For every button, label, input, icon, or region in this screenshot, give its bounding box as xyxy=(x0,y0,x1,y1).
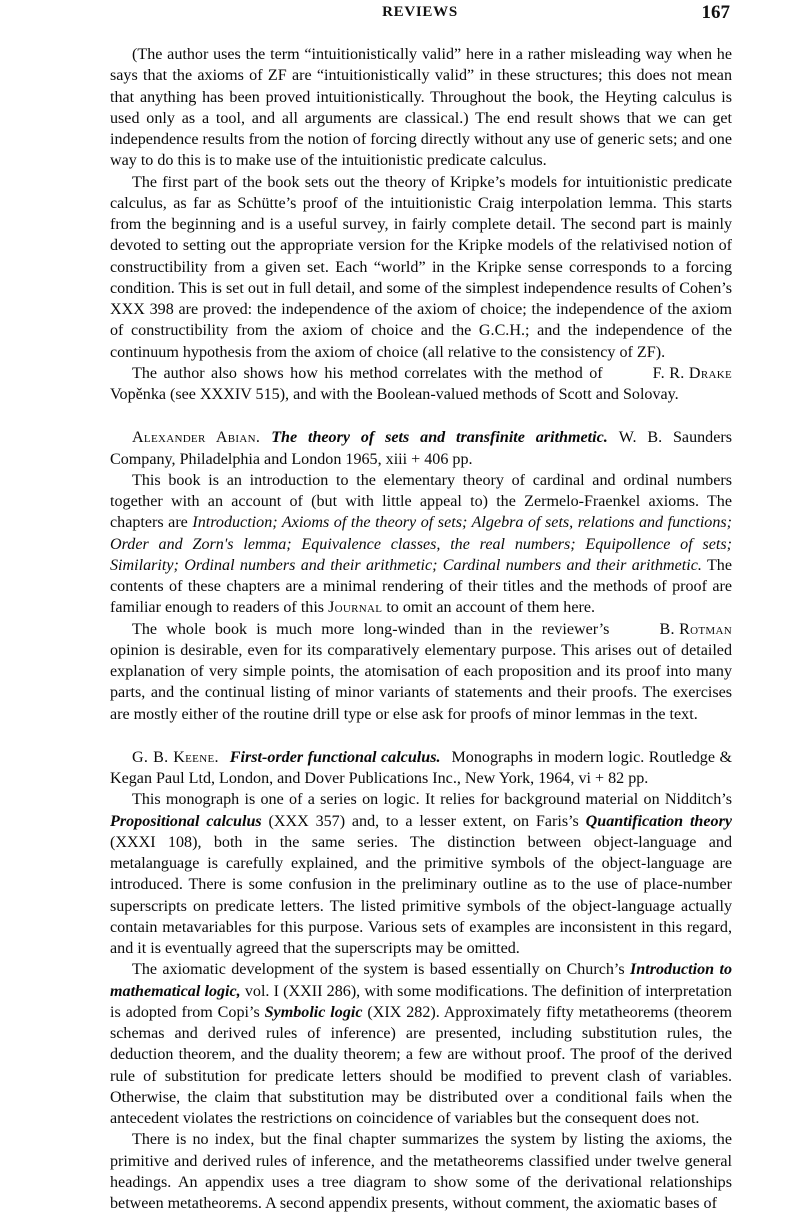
review-author: G. B. Keene. xyxy=(132,748,219,766)
review-imprint: W. B. Saunders Company, Philadelphia and London 1965, xiii + 406 pp. xyxy=(110,429,732,468)
page-number: 167 xyxy=(701,2,730,23)
paragraph-text: The contents of these chapters are a minimal rendering of their titles and the methods of proof are familiar enough to readers of this xyxy=(110,556,732,617)
review-imprint: Monographs in modern logic. Routledge & Kegan Paul Ltd, London, and Dover Publications Inc., New York, 1964, vi + 82 pp. xyxy=(110,748,732,787)
review-title: First-order functional calculus. xyxy=(229,748,441,766)
paragraph-text: The axiomatic development of the system is based essentially on Church’s xyxy=(132,961,631,979)
review-separator xyxy=(110,405,732,427)
paragraph: There is no index, but the final chapter summarizes the system by listing the axioms, the primitive and derived rules of inference, and the metatheorems classified under twelve general headings. An appendix uses a tree diagram to show some of the derivational relationships between metatheorems. A second appendix presents, without comment, the axiomatic bases of xyxy=(110,1131,732,1212)
cited-title: Quantification theory xyxy=(585,812,732,830)
paragraph xyxy=(110,470,732,619)
paragraph-with-signature xyxy=(110,619,732,725)
review-keene xyxy=(110,747,732,1214)
cited-title: Symbolic logic xyxy=(264,1003,363,1021)
chapter-list: Introduction; Axioms of the theory of sets; Algebra of sets, relations and functions; Order and Zorn's lemma; Equivalence classes, the real numbers; Equipollence of sets; Similarity; Ordinal numbers and their arithmetic; Cardinal numbers and their arithmetic. xyxy=(110,514,733,574)
paragraph-text: This book is an introduction to the elementary theory of cardinal and ordinal numbers together with an account of (but with little appeal to) the Zermelo-Fraenkel axioms. The chapters are xyxy=(110,471,732,532)
paragraph-text: (XXX 357) and, to a lesser extent, on Faris’s xyxy=(261,812,586,830)
cited-title: Propositional calculus xyxy=(110,812,262,830)
paragraph xyxy=(110,789,732,959)
running-head-title: REVIEWS xyxy=(382,4,458,20)
paragraph: (The author uses the term “intuitionistically valid” here in a rather misleading way when he says that the axioms of ZF are “intuitionistically valid” in these structures; this does not mean that anything has been proved intuitionistically. Throughout the book, the Heyting calculus is used only as a tool, and all arguments are classical.) The end result shows that we can get independence results from the notion of forcing directly without any use of generic sets; and one way to do this is to make use of the intuitionistic predicate calculus. xyxy=(110,46,732,170)
running-head xyxy=(110,4,730,26)
paragraph-text: to omit an account of them here. xyxy=(382,599,596,617)
paragraph-text: vol. I (XXII 286), with some modifications. The definition of interpretation is adopted from Copi’s xyxy=(110,982,732,1021)
reviewer-signature: F. R. Drake xyxy=(652,364,732,382)
review-kripke-models xyxy=(110,44,732,405)
paragraph-with-signature xyxy=(110,363,732,406)
paragraph xyxy=(110,959,732,1129)
paragraph-text: (XXXI 108), both in the same series. The distinction between object-language and metalanguage is carefully explained, and the primitive symbols of the object-language are introduced. There is some confusion in the preliminary outline as to the use of place-number superscripts on predicate letters. The listed primitive symbols of the object-language actually contain metavariables for this purpose. Various sets of examples are inconsistent in this regard, and it is eventually agreed that the superscripts may be omitted. xyxy=(110,833,732,957)
text-column xyxy=(110,44,732,1214)
review-title: The theory of sets and transfinite arithmetic. xyxy=(271,429,608,447)
review-author: Alexander Abian. xyxy=(132,429,261,447)
reviewer-signature: B. Rotman xyxy=(659,620,732,638)
journal-word: Journal xyxy=(328,599,383,617)
review-heading xyxy=(110,747,732,790)
review-heading xyxy=(110,427,732,470)
cited-title: Introduction to mathematical logic, xyxy=(110,961,733,1000)
paragraph-text: The author also shows how his method correlates with the method of Vopěnka (see XXXIV 515), and with the Boolean-valued methods of Scott and Solovay. xyxy=(110,364,679,403)
paragraph: The first part of the book sets out the theory of Kripke’s models for intuitionistic predicate calculus, as far as Schütte’s proof of the intuitionistic Craig interpolation lemma. This starts from the beginning and is a useful survey, in fairly complete detail. The second part is mainly devoted to setting out the appropriate version for the Kripke models of the relativised notion of constructibility from a given set. Each “world” in the Kripke sense corresponds to a forcing condition. This is set out in full detail, and some of the simplest independence results of Cohen’s XXX 398 are proved: the independence of the axiom of choice; the independence of the axiom of constructibility from the axiom of choice and the G.C.H.; and the independence of the continuum hypothesis from the axiom of choice (all relative to the consistency of ZF). xyxy=(110,173,732,361)
paragraph-text: The whole book is much more long-winded than in the reviewer’s opinion is desirable, even for its comparatively elementary purpose. This arises out of detailed explanation of very simple points, the atomisation of each proposition and its proof into many parts, and the continual listing of minor variants of statements and their proofs. The exercises are mostly either of the routine drill type or else ask for proofs of minor lemmas in the text. xyxy=(110,620,732,723)
review-abian xyxy=(110,427,732,725)
review-separator xyxy=(110,725,732,747)
paragraph-text: This monograph is one of a series on logic. It relies for background material on Nidditch’s xyxy=(132,791,732,809)
paragraph-text: (XIX 282). Approximately fifty metatheorems (theorem schemas and derived rules of inference) are presented, including substitution rules, the deduction theorem, and the duality theorem; a few are without proof. The proof of the derived rule of substitution for predicate letters should be modified to prevent clash of variables. Otherwise, the claim that substitution may be distributed over a conditional fails when the antecedent violates the restrictions on coincidence of variables but the consequent does not. xyxy=(110,1003,732,1127)
